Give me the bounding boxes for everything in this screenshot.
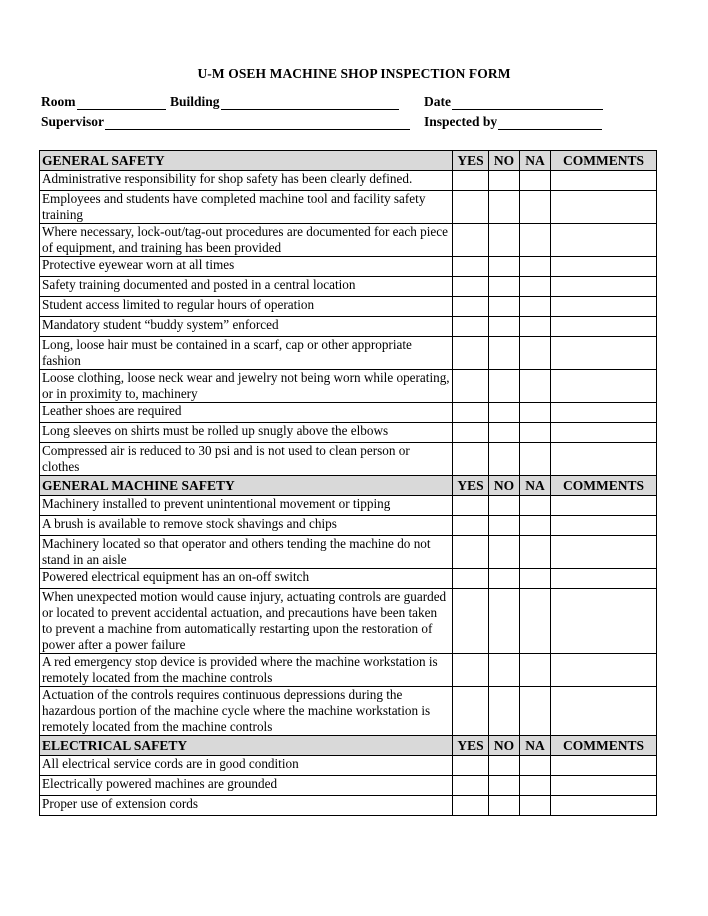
comments-cell[interactable] (551, 337, 657, 370)
no-cell[interactable] (489, 654, 520, 687)
na-cell[interactable] (520, 443, 551, 476)
table-row (40, 277, 657, 297)
comments-cell[interactable] (551, 403, 657, 423)
yes-cell[interactable] (453, 191, 489, 224)
item-text: Compressed air is reduced to 30 psi and is not used to clean person or clothes (40, 443, 453, 476)
no-cell[interactable] (489, 317, 520, 337)
no-cell[interactable] (489, 536, 520, 569)
table-row (40, 796, 657, 816)
comments-cell[interactable] (551, 171, 657, 191)
inspected-by-input-line[interactable] (498, 116, 602, 130)
yes-cell[interactable] (453, 423, 489, 443)
yes-header: YES (453, 736, 489, 756)
item-text: Administrative responsibility for shop safety has been clearly defined. (40, 171, 453, 191)
table-row (40, 224, 657, 257)
yes-header: YES (453, 476, 489, 496)
na-cell[interactable] (520, 171, 551, 191)
item-text: Powered electrical equipment has an on-off switch (40, 569, 453, 589)
no-cell[interactable] (489, 171, 520, 191)
table-row (40, 516, 657, 536)
comments-cell[interactable] (551, 776, 657, 796)
form-title: U-M OSEH MACHINE SHOP INSPECTION FORM (197, 66, 511, 81)
na-cell[interactable] (520, 257, 551, 277)
table-row (40, 443, 657, 476)
comments-cell[interactable] (551, 569, 657, 589)
comments-cell[interactable] (551, 654, 657, 687)
item-text: Loose clothing, loose neck wear and jewelry not being worn while operating, or in proximity to, machinery (40, 370, 453, 403)
na-cell[interactable] (520, 496, 551, 516)
yes-cell[interactable] (453, 536, 489, 569)
comments-cell[interactable] (551, 496, 657, 516)
supervisor-input-line[interactable] (105, 116, 410, 130)
yes-header: YES (453, 151, 489, 171)
no-cell[interactable] (489, 496, 520, 516)
building-input-line[interactable] (221, 96, 399, 110)
no-cell[interactable] (489, 403, 520, 423)
comments-cell[interactable] (551, 224, 657, 257)
comments-cell[interactable] (551, 257, 657, 277)
na-header: NA (520, 476, 551, 496)
section-title: ELECTRICAL SAFETY (40, 736, 453, 756)
na-cell[interactable] (520, 569, 551, 589)
no-cell[interactable] (489, 224, 520, 257)
building-label: Building (170, 94, 220, 109)
room-label: Room (41, 94, 76, 109)
no-cell[interactable] (489, 191, 520, 224)
no-cell[interactable] (489, 337, 520, 370)
no-header: NO (489, 736, 520, 756)
item-text: A brush is available to remove stock shavings and chips (40, 516, 453, 536)
room-input-line[interactable] (77, 96, 166, 110)
item-text: All electrical service cords are in good condition (40, 756, 453, 776)
na-cell[interactable] (520, 337, 551, 370)
yes-cell[interactable] (453, 297, 489, 317)
building-field[interactable] (170, 94, 399, 110)
table-row (40, 317, 657, 337)
no-cell[interactable] (489, 516, 520, 536)
room-field[interactable] (41, 94, 166, 110)
na-cell[interactable] (520, 589, 551, 654)
table-row (40, 776, 657, 796)
comments-header: COMMENTS (551, 736, 657, 756)
yes-cell[interactable] (453, 277, 489, 297)
comments-cell[interactable] (551, 277, 657, 297)
na-header: NA (520, 736, 551, 756)
yes-cell[interactable] (453, 171, 489, 191)
no-cell[interactable] (489, 423, 520, 443)
section-header-general-machine-safety (40, 476, 657, 496)
no-cell[interactable] (489, 297, 520, 317)
inspection-table (39, 150, 657, 816)
table-row (40, 654, 657, 687)
item-text: Machinery located so that operator and others tending the machine do not stand in an aisle (40, 536, 453, 569)
comments-cell[interactable] (551, 687, 657, 736)
comments-header: COMMENTS (551, 151, 657, 171)
date-label: Date (424, 94, 451, 109)
na-cell[interactable] (520, 516, 551, 536)
no-cell[interactable] (489, 589, 520, 654)
item-text: Proper use of extension cords (40, 796, 453, 816)
no-cell[interactable] (489, 277, 520, 297)
table-row (40, 423, 657, 443)
yes-cell[interactable] (453, 589, 489, 654)
yes-cell[interactable] (453, 796, 489, 816)
table-row (40, 589, 657, 654)
yes-cell[interactable] (453, 224, 489, 257)
table-row (40, 370, 657, 403)
comments-cell[interactable] (551, 796, 657, 816)
inspected-by-field[interactable] (424, 114, 602, 130)
comments-cell[interactable] (551, 423, 657, 443)
no-cell[interactable] (489, 796, 520, 816)
table-row (40, 257, 657, 277)
no-cell[interactable] (489, 370, 520, 403)
item-text: Safety training documented and posted in a central location (40, 277, 453, 297)
yes-cell[interactable] (453, 687, 489, 736)
comments-cell[interactable] (551, 191, 657, 224)
table-row (40, 337, 657, 370)
yes-cell[interactable] (453, 370, 489, 403)
yes-cell[interactable] (453, 776, 489, 796)
item-text: When unexpected motion would cause injury, actuating controls are guarded or located to prevent accidental actuation, and precautions have been taken to prevent a machine from automatically restarting upon the restoration of power after a power failure (40, 589, 453, 654)
no-header: NO (489, 151, 520, 171)
comments-cell[interactable] (551, 370, 657, 403)
item-text: Leather shoes are required (40, 403, 453, 423)
item-text: Long, loose hair must be contained in a scarf, cap or other appropriate fashion (40, 337, 453, 370)
yes-cell[interactable] (453, 756, 489, 776)
yes-cell[interactable] (453, 516, 489, 536)
comments-header: COMMENTS (551, 476, 657, 496)
comments-cell[interactable] (551, 589, 657, 654)
table-row (40, 536, 657, 569)
na-cell[interactable] (520, 317, 551, 337)
inspected-by-label: Inspected by (424, 114, 498, 129)
table-row (40, 191, 657, 224)
yes-cell[interactable] (453, 654, 489, 687)
na-header: NA (520, 151, 551, 171)
item-text: Actuation of the controls requires continuous depressions during the hazardous portion of the machine cycle where the machine workstation is remotely located from the machine controls (40, 687, 453, 736)
no-cell[interactable] (489, 443, 520, 476)
no-cell[interactable] (489, 756, 520, 776)
na-cell[interactable] (520, 776, 551, 796)
item-text: Where necessary, lock-out/tag-out procedures are documented for each piece of equipment, and training has been provided (40, 224, 453, 257)
comments-cell[interactable] (551, 516, 657, 536)
item-text: Mandatory student “buddy system” enforced (40, 317, 453, 337)
item-text: A red emergency stop device is provided where the machine workstation is remotely located from the machine controls (40, 654, 453, 687)
na-cell[interactable] (520, 423, 551, 443)
yes-cell[interactable] (453, 569, 489, 589)
comments-cell[interactable] (551, 756, 657, 776)
section-title: GENERAL MACHINE SAFETY (40, 476, 453, 496)
supervisor-label: Supervisor (41, 114, 105, 129)
yes-cell[interactable] (453, 496, 489, 516)
na-cell[interactable] (520, 654, 551, 687)
item-text: Student access limited to regular hours of operation (40, 297, 453, 317)
comments-cell[interactable] (551, 317, 657, 337)
supervisor-field[interactable] (41, 114, 410, 130)
na-cell[interactable] (520, 756, 551, 776)
item-text: Employees and students have completed machine tool and facility safety training (40, 191, 453, 224)
na-cell[interactable] (520, 687, 551, 736)
table-row (40, 756, 657, 776)
na-cell[interactable] (520, 224, 551, 257)
item-text: Long sleeves on shirts must be rolled up snugly above the elbows (40, 423, 453, 443)
yes-cell[interactable] (453, 317, 489, 337)
comments-cell[interactable] (551, 297, 657, 317)
no-cell[interactable] (489, 687, 520, 736)
item-text: Machinery installed to prevent unintentional movement or tipping (40, 496, 453, 516)
yes-cell[interactable] (453, 403, 489, 423)
yes-cell[interactable] (453, 257, 489, 277)
no-cell[interactable] (489, 776, 520, 796)
comments-cell[interactable] (551, 443, 657, 476)
na-cell[interactable] (520, 796, 551, 816)
date-input-line[interactable] (452, 96, 603, 110)
table-row (40, 496, 657, 516)
na-cell[interactable] (520, 370, 551, 403)
table-row (40, 171, 657, 191)
na-cell[interactable] (520, 191, 551, 224)
table-row (40, 569, 657, 589)
date-field[interactable] (424, 94, 603, 110)
table-row (40, 297, 657, 317)
na-cell[interactable] (520, 403, 551, 423)
section-header-general-safety (40, 151, 657, 171)
na-cell[interactable] (520, 297, 551, 317)
comments-cell[interactable] (551, 536, 657, 569)
no-cell[interactable] (489, 569, 520, 589)
na-cell[interactable] (520, 277, 551, 297)
no-cell[interactable] (489, 257, 520, 277)
item-text: Protective eyewear worn at all times (40, 257, 453, 277)
item-text: Electrically powered machines are grounded (40, 776, 453, 796)
yes-cell[interactable] (453, 337, 489, 370)
section-title: GENERAL SAFETY (40, 151, 453, 171)
yes-cell[interactable] (453, 443, 489, 476)
table-row (40, 403, 657, 423)
section-header-electrical-safety (40, 736, 657, 756)
table-row (40, 687, 657, 736)
na-cell[interactable] (520, 536, 551, 569)
no-header: NO (489, 476, 520, 496)
